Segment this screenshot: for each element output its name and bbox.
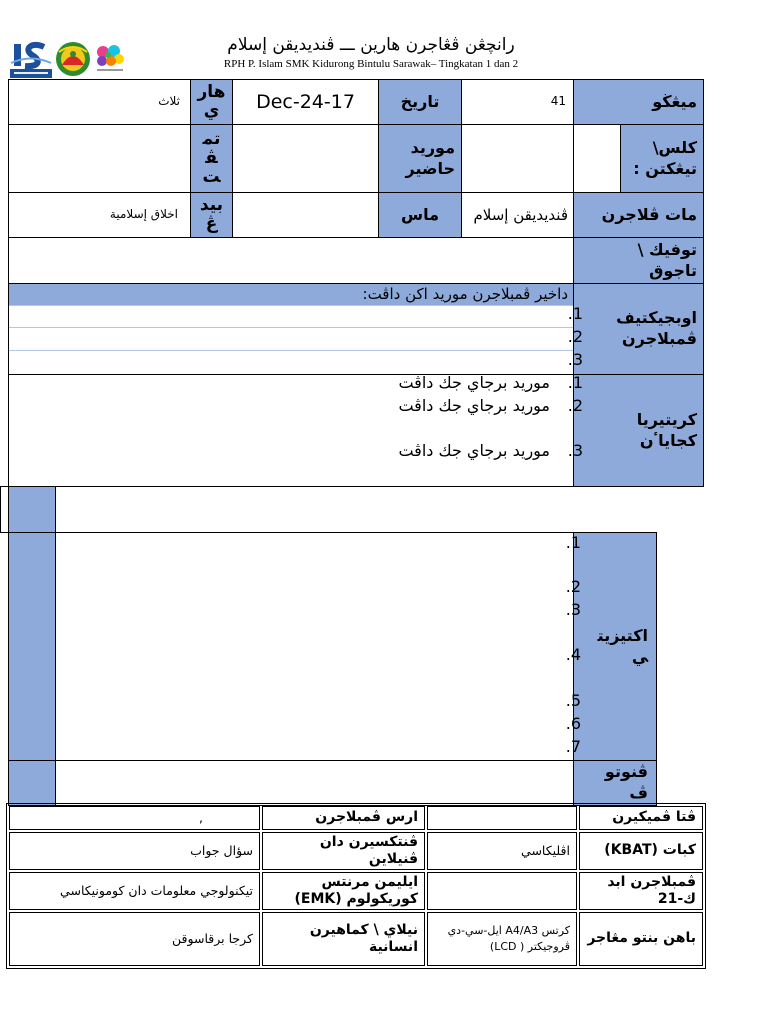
thinking-map-label: ڤتا ڤميكيرن	[579, 806, 703, 830]
closing-label-cell	[573, 760, 657, 806]
activities-margin-cell	[8, 532, 56, 761]
learning-direction-value: ,	[9, 806, 260, 830]
school-emblem-icon	[10, 40, 52, 78]
assessment-value: سؤال جواب	[9, 832, 260, 870]
kbat-value: اڤليكاسي	[427, 832, 577, 870]
area-label-cell	[190, 192, 233, 238]
closing-margin-cell	[8, 760, 56, 806]
closing-body	[55, 760, 574, 806]
emk-value: تيكنولوجي معلومات دان كومونيكاسي	[9, 872, 260, 910]
activity-number: 4.	[565, 645, 581, 664]
criteria-text: موريد برجاي جك داڤت	[398, 396, 550, 415]
activity-number: 5.	[565, 691, 581, 710]
21st-century-learning-label: ڤمبلاجرن ابد ك-21	[579, 872, 703, 910]
time-label: ماس	[401, 204, 439, 224]
objective-number: 2.	[567, 327, 583, 346]
week-label: ميڠڬو	[652, 91, 697, 111]
table-fragment-shade	[8, 487, 56, 532]
criteria-item	[398, 441, 583, 461]
assessment-label: ڤنتكسيرن دان ڤنيلاين	[262, 832, 425, 870]
week-label-cell	[573, 79, 704, 125]
topic-label: توفيك \ تاجوق	[637, 239, 697, 280]
closing-label: ڤنوتوڤ	[604, 762, 648, 802]
criteria-item	[398, 396, 583, 416]
class-value-cell	[461, 124, 574, 193]
table-fragment	[0, 486, 56, 533]
colorful-brain-icon	[93, 42, 127, 74]
date-value-cell	[232, 79, 379, 125]
subject-value: ڤنديديقن إسلام	[473, 205, 568, 224]
subject-value-cell	[461, 192, 574, 238]
day-label: هاري	[197, 81, 226, 121]
topic-label-cell	[573, 237, 704, 284]
activity-number: 2.	[565, 577, 581, 596]
area-value: اخلاق إسلامية	[109, 207, 178, 222]
place-value-cell	[8, 124, 191, 193]
day-label-cell	[190, 79, 233, 125]
objective-line	[9, 305, 573, 328]
week-value: 41	[550, 94, 566, 109]
activities-label: اكتيزيتي	[597, 625, 648, 666]
attendance-label: موريد حاضير	[405, 137, 455, 178]
thinking-map-value	[427, 806, 577, 830]
page-subtitle: RPH P. Islam SMK Kidurong Bintulu Sarawak– Tingkatan 1 dan 2	[223, 58, 519, 70]
criteria-text: موريد برجاي جك داڤت	[398, 373, 550, 392]
date-label: تاريخ	[400, 91, 440, 111]
criteria-label-cell	[573, 374, 704, 487]
activity-number: 6.	[565, 714, 581, 733]
details-row	[9, 872, 703, 910]
criteria-label: كريتيريا كجاياٴن	[636, 409, 697, 450]
objective-line	[9, 328, 573, 351]
objectives-label: اوبجيكتيف ڤمبلاجرن	[616, 308, 697, 348]
learning-direction-label: ارس ڤمبلاجرن	[262, 806, 425, 830]
class-label: كلس\ تيڠكتن :	[633, 137, 697, 178]
week-value-cell	[461, 79, 574, 125]
attendance-label-cell	[378, 124, 462, 193]
topic-value-cell	[8, 237, 574, 284]
time-label-cell	[378, 192, 462, 238]
day-value-cell	[8, 79, 191, 125]
page-title: رانچڠن ڤڠاجرن هارين ـــ ڤنديديقن إسلام	[227, 35, 515, 55]
objectives-body	[8, 283, 574, 375]
criteria-number: 1.	[567, 373, 583, 392]
objective-line	[9, 351, 573, 373]
criteria-item	[398, 373, 583, 393]
class-extra-cell	[573, 124, 621, 193]
values-value: كرجا برقاسوقن	[9, 912, 260, 966]
activity-number: 1.	[565, 533, 581, 552]
objective-number: 3.	[567, 350, 583, 369]
emk-label: ايليمن مرنتس كوريكولوم (EMK)	[262, 872, 425, 910]
date-value: Dec-24-17	[256, 91, 355, 113]
date-label-cell	[378, 79, 462, 125]
area-label: بيدڠ	[199, 194, 224, 234]
21st-century-learning-value	[427, 872, 577, 910]
criteria-number: 2.	[567, 396, 583, 415]
activity-number: 3.	[565, 600, 581, 619]
details-row	[9, 806, 703, 830]
teaching-aids-label: باهن بنتو مڠاجر	[579, 912, 703, 966]
objectives-intro: داخير ڤمبلاجرن موريد اكن داڤت:	[9, 284, 573, 306]
details-table	[6, 803, 706, 969]
class-label-cell	[620, 124, 704, 193]
activities-label-cell	[573, 532, 657, 761]
kbat-label: كبات (KBAT)	[579, 832, 703, 870]
day-value: ثلاث	[158, 94, 180, 109]
place-label: تمڤت	[202, 128, 221, 188]
subject-label: مات ڤلاجرن	[601, 204, 697, 224]
activities-body	[55, 532, 574, 761]
place-label-cell	[190, 124, 233, 193]
attendance-value-cell	[232, 124, 379, 193]
objective-number: 1.	[567, 304, 583, 323]
time-value-cell	[232, 192, 379, 238]
objectives-label-cell	[573, 283, 704, 375]
subject-label-cell	[573, 192, 704, 238]
criteria-number: 3.	[567, 441, 583, 460]
area-value-cell	[8, 192, 191, 238]
crest-icon	[55, 40, 91, 78]
activity-number: 7.	[565, 737, 581, 756]
values-label: نيلاي \ كماهيرن انسانية	[262, 912, 425, 966]
details-row	[9, 912, 703, 966]
criteria-text: موريد برجاي جك داڤت	[398, 441, 550, 460]
details-row	[9, 832, 703, 870]
teaching-aids-value: كرتس A4/A3 ايل-سي-دي ڤروجيكتر ( LCD)	[427, 912, 577, 966]
